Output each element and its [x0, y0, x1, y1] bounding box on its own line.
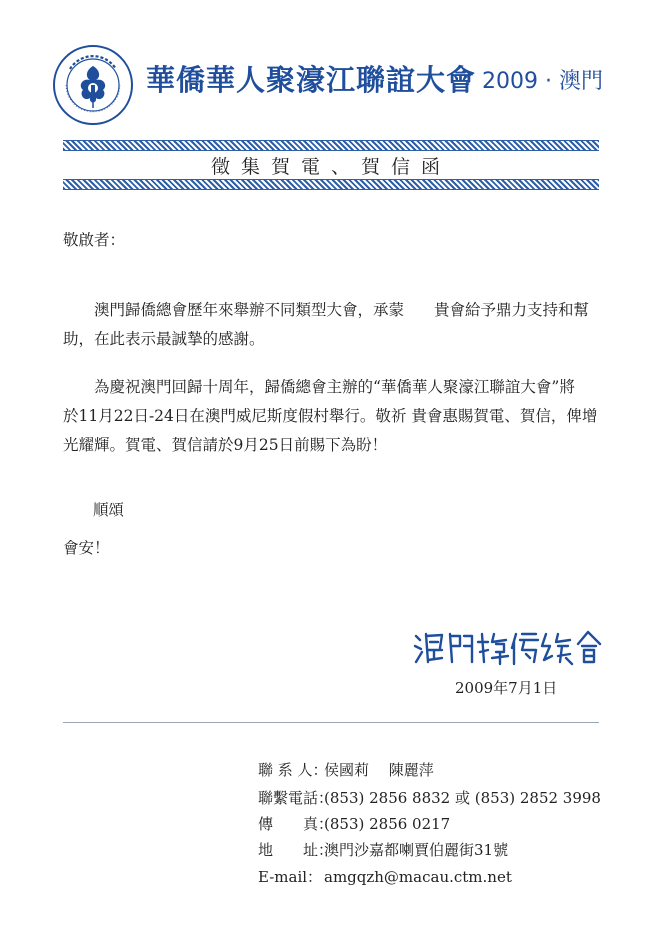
salutation: 敬啟者： — [63, 231, 126, 249]
paragraph-2-line-1: 為慶祝澳門回歸十周年，歸僑總會主辦的“華僑華人聚濠江聯誼大會”將 — [94, 378, 575, 396]
contact-address — [258, 839, 508, 860]
banner-title: 徵集賀電、賀信函 — [210, 156, 451, 178]
contact-address-label: 地 址： — [258, 841, 334, 859]
year-place: 2009 · 澳門 — [482, 69, 603, 94]
contact-fax-label: 傳 真： — [258, 815, 334, 833]
contact-email-value[interactable]: amgqzh@macau.ctm.net — [324, 868, 512, 886]
contact-phone-value: (853) 2856 8832 或 (853) 2852 3998 — [324, 789, 601, 807]
calligraphy-signature — [412, 628, 604, 668]
paragraph-2 — [63, 373, 603, 460]
contact-phone-label: 聯繫電話： — [258, 789, 334, 807]
closing-regards: 順頌 — [93, 501, 125, 519]
paragraph-2-line-2: 於11月22日-24日在澳門威尼斯度假村舉行。敬祈 貴會惠賜賀電、賀信，俾增 — [63, 407, 598, 425]
paragraph-1-line-1: 澳門歸僑總會歷年來舉辦不同類型大會，承蒙 — [94, 301, 405, 319]
contact-fax-value: (853) 2856 0217 — [324, 815, 451, 833]
contact-fax — [258, 813, 450, 834]
contact-address-value: 澳門沙嘉都喇賈伯麗街31號 — [324, 841, 509, 859]
paragraph-1-line-1b: 貴會給予鼎力支持和幫 — [434, 301, 590, 319]
contact-person-value: 侯國莉 陳麗萍 — [324, 761, 434, 779]
decorative-band-top — [63, 140, 599, 151]
contact-person — [258, 759, 434, 780]
closing-wish: 會安！ — [63, 539, 110, 557]
contact-email-label: E-mail： — [258, 868, 323, 886]
decorative-band-bottom — [63, 179, 599, 190]
contact-person-label: 聯 系 人： — [258, 761, 328, 779]
contact-phone — [258, 787, 601, 808]
paragraph-1 — [63, 296, 603, 354]
divider — [63, 722, 599, 723]
signature-date: 2009年7月1日 — [455, 679, 558, 697]
association-logo — [52, 44, 134, 126]
paragraph-2-line-3: 光耀輝。賀電、賀信請於9月25日前賜下為盼！ — [63, 436, 388, 454]
org-title: 華僑華人聚濠江聯誼大會 — [146, 63, 477, 97]
paragraph-1-line-2: 助，在此表示最誠摯的感謝。 — [63, 330, 265, 348]
contact-email — [258, 866, 512, 887]
